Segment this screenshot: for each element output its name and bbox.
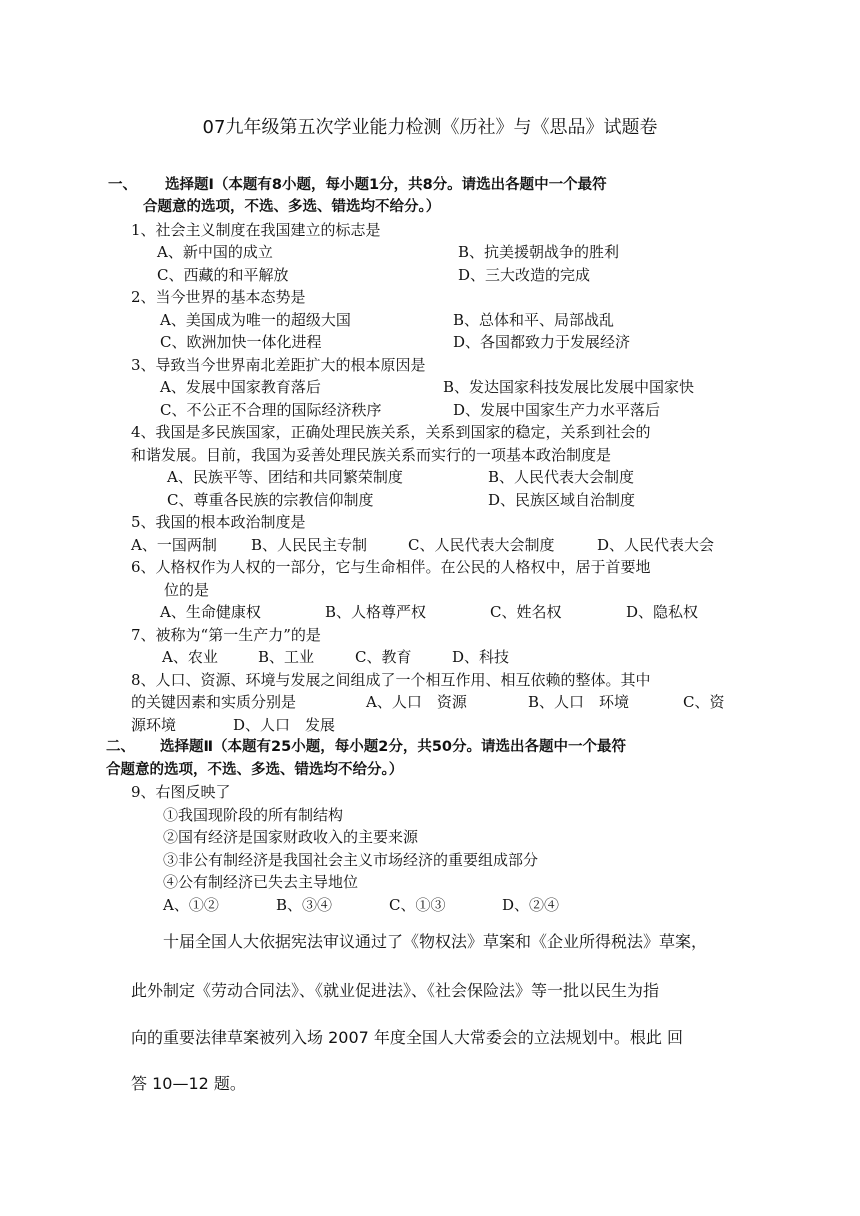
q8-option-d: D、人口 发展: [233, 716, 336, 734]
q4-stem-line1: 4、我国是多民族国家，正确处理民族关系，关系到国家的稳定，关系到社会的: [131, 423, 651, 441]
passage-line-1: 十届全国人大依据宪法审议通过了《物权法》草案和《企业所得税法》草案，: [163, 932, 708, 951]
q8-option-c-cont: 源环境: [131, 716, 177, 734]
q5-option-c: C、人民代表大会制度: [408, 536, 555, 554]
q8-stem-line2: 的关键因素和实质分别是: [131, 693, 297, 711]
q8-option-b: B、人口 环境: [528, 693, 630, 711]
q8-stem-line1: 8、人口、资源、环境与发展之间组成了一个相互作用、相互依赖的整体。其中: [131, 671, 651, 689]
q2-option-b: B、总体和平、局部战乱: [453, 311, 615, 329]
q5-stem: 5、我国的根本政治制度是: [131, 513, 306, 531]
passage-line-2: 此外制定《劳动合同法》、《就业促进法》、《社会保险法》等一批以民生为指: [131, 981, 660, 1000]
q9-option-b: B、③④: [276, 896, 333, 914]
q7-option-b: B、工业: [258, 648, 315, 666]
q4-option-c: C、尊重各民族的宗教信仰制度: [167, 491, 374, 509]
q9-option-c: C、①③: [389, 896, 446, 914]
q9-statement-1: ①我国现阶段的所有制结构: [163, 806, 344, 824]
q4-stem-line2: 和谐发展。目前，我国为妥善处理民族关系而实行的一项基本政治制度是: [131, 446, 612, 464]
exam-title: 07九年级第五次学业能力检测《历社》与《思品》试题卷: [202, 117, 658, 138]
q6-option-a: A、生命健康权: [160, 603, 261, 621]
q9-statement-2: ②国有经济是国家财政收入的主要来源: [163, 828, 419, 846]
section1-heading: 选择题Ⅰ（本题有8小题，每小题1分，共8分。请选出各题中一个最符: [165, 177, 607, 193]
q6-stem-line2: 位的是: [164, 581, 210, 599]
q7-option-c: C、教育: [355, 648, 412, 666]
q1-stem: 1、社会主义制度在我国建立的标志是: [131, 221, 381, 239]
section1-heading-cont: 合题意的选项，不选、多选、错选均不给分。）: [143, 199, 441, 215]
passage-line-3: 向的重要法律草案被列入场 2007 年度全国人大常委会的立法规划中。根此 回: [131, 1028, 683, 1047]
q1-option-b: B、抗美援朝战争的胜利: [458, 243, 620, 261]
q9-statement-4: ④公有制经济已失去主导地位: [163, 873, 359, 891]
q3-option-a: A、发展中国家教育落后: [160, 378, 321, 396]
q1-option-a: A、新中国的成立: [157, 243, 273, 261]
q4-option-d: D、民族区域自治制度: [488, 491, 636, 509]
q3-stem: 3、导致当今世界南北差距扩大的根本原因是: [131, 356, 426, 374]
q6-option-c: C、姓名权: [490, 603, 562, 621]
q9-option-d: D、②④: [502, 896, 560, 914]
q6-option-d: D、隐私权: [626, 603, 699, 621]
q7-option-a: A、农业: [162, 648, 218, 666]
q5-option-b: B、人民民主专制: [251, 536, 368, 554]
q3-option-d: D、发展中国家生产力水平落后: [453, 401, 661, 419]
q9-option-a: A、①②: [163, 896, 219, 914]
section1-number: 一、: [108, 177, 137, 193]
q2-option-c: C、欧洲加快一体化进程: [160, 333, 322, 351]
q6-option-b: B、人格尊严权: [325, 603, 427, 621]
q7-option-d: D、科技: [452, 648, 510, 666]
q8-option-a: A、人口 资源: [366, 693, 467, 711]
q4-option-a: A、民族平等、团结和共同繁荣制度: [167, 468, 403, 486]
q1-option-c: C、西藏的和平解放: [157, 266, 289, 284]
section2-number: 二、: [106, 739, 135, 755]
section2-heading-cont: 合题意的选项，不选、多选、错选均不给分。）: [106, 762, 404, 778]
q2-option-a: A、美国成为唯一的超级大国: [160, 311, 351, 329]
q2-option-d: D、各国都致力于发展经济: [453, 333, 631, 351]
q5-option-d: D、人民代表大会: [597, 536, 715, 554]
q9-statement-3: ③非公有制经济是我国社会主义市场经济的重要组成部分: [163, 851, 539, 869]
q9-stem: 9、右图反映了: [131, 783, 231, 801]
q7-stem: 7、被称为“第一生产力”的是: [131, 626, 321, 644]
q4-option-b: B、人民代表大会制度: [488, 468, 635, 486]
q3-option-b: B、发达国家科技发展比发展中国家快: [443, 378, 695, 396]
passage-line-4: 答 10—12 题。: [131, 1074, 246, 1093]
q2-stem: 2、当今世界的基本态势是: [131, 288, 306, 306]
q5-option-a: A、一国两制: [131, 536, 217, 554]
q3-option-c: C、不公正不合理的国际经济秩序: [160, 401, 382, 419]
q1-option-d: D、三大改造的完成: [458, 266, 591, 284]
q8-option-c: C、资: [683, 693, 725, 711]
section2-heading: 选择题Ⅱ（本题有25小题，每小题2分，共50分。请选出各题中一个最符: [160, 739, 626, 755]
q6-stem-line1: 6、人格权作为人权的一部分，它与生命相伴。在公民的人格权中，居于首要地: [131, 558, 651, 576]
